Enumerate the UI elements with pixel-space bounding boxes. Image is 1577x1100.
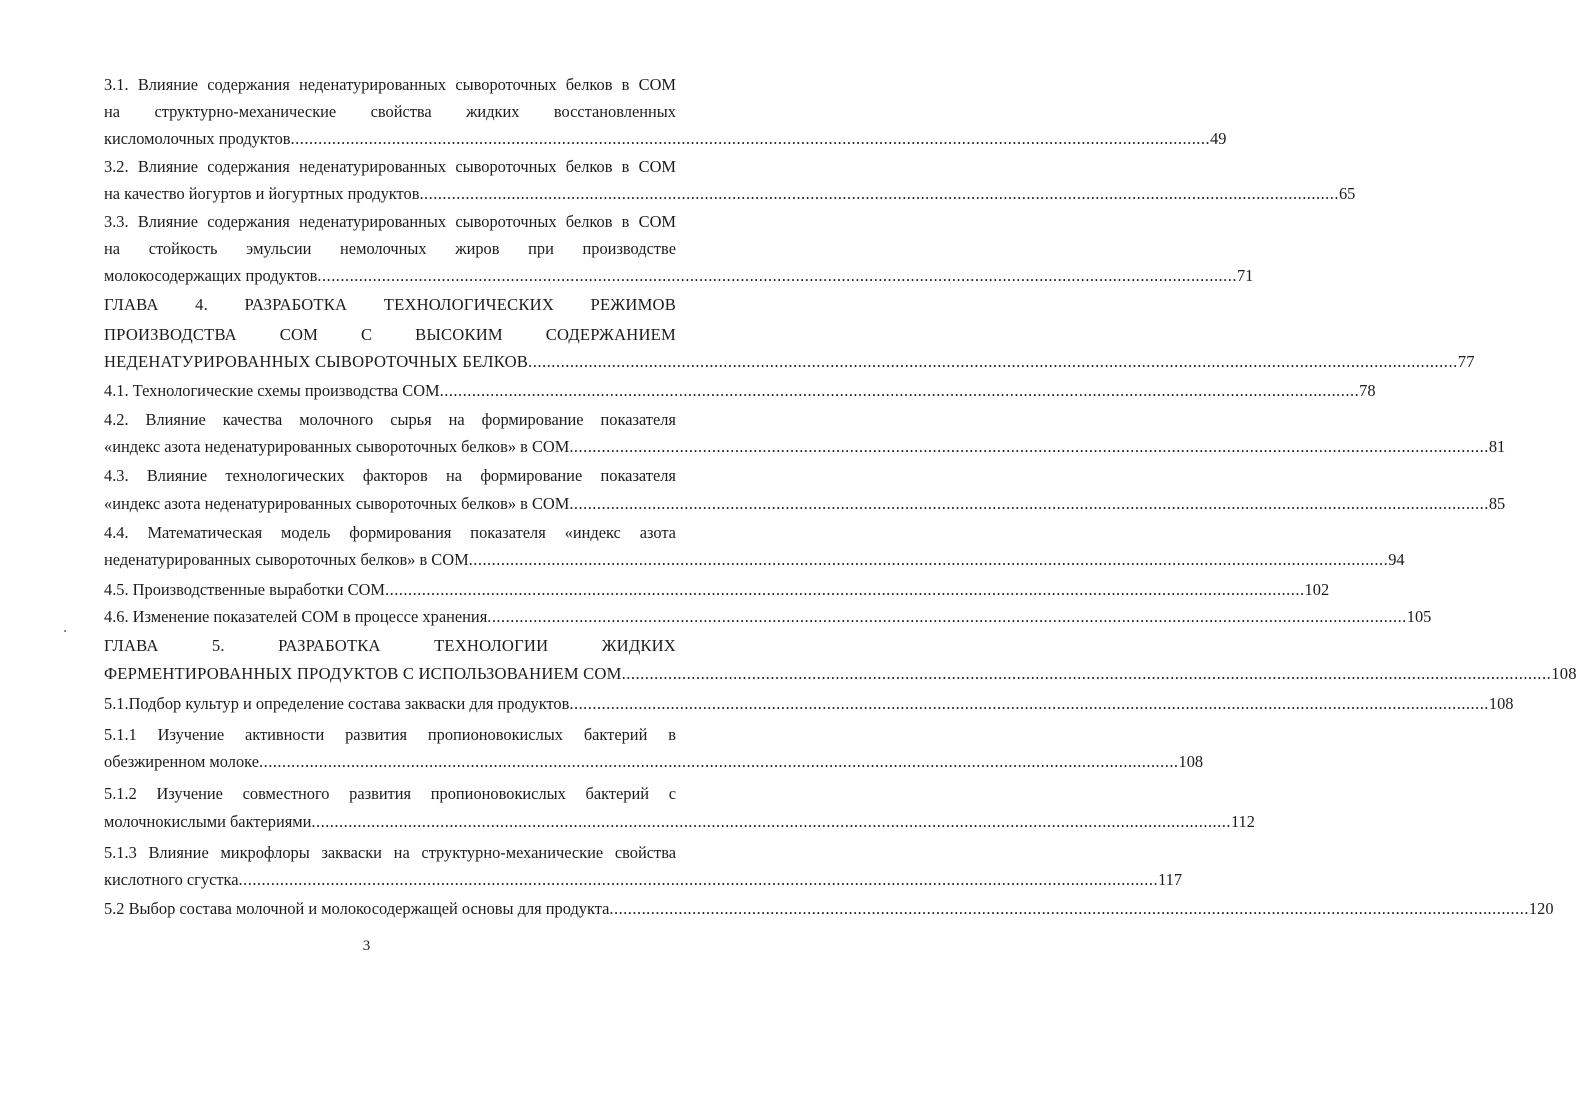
- toc-entry-text: 5.2 Выбор состава молочной и молокосодержащей основы для продукта: [104, 899, 610, 918]
- toc-entry-text: 5.1.Подбор культур и определение состава закваски для продуктов: [104, 694, 570, 713]
- toc-word: при: [528, 239, 554, 258]
- toc-word: 3.3.: [104, 212, 129, 231]
- dot-leader: ........................................................................................................................................................................................................: [609, 899, 1529, 918]
- toc-line: [104, 899, 1554, 919]
- toc-word: в: [621, 75, 630, 94]
- toc-word: СОМ: [279, 325, 319, 344]
- toc-word: азота: [639, 523, 676, 542]
- toc-entry-text: ФЕРМЕНТИРОВАННЫХ ПРОДУКТОВ С ИСПОЛЬЗОВАНИЕМ СОМ: [104, 664, 622, 683]
- toc-page-number: 81: [1488, 437, 1506, 456]
- toc-entry-text: «индекс азота неденатурированных сывороточных белков» в СОМ: [104, 494, 570, 513]
- toc-page-number: 78: [1359, 381, 1376, 400]
- toc-entry-text: «индекс азота неденатурированных сывороточных белков» в СОМ: [104, 437, 570, 456]
- toc-word: в: [668, 725, 676, 744]
- dot-leader: ........................................................................................................................................................................................................: [311, 812, 1231, 831]
- toc-word: стойкость: [148, 239, 218, 258]
- toc-page-number: 77: [1457, 352, 1475, 371]
- toc-word: модель: [280, 523, 331, 542]
- toc-word: «индекс: [564, 523, 621, 542]
- toc-word: развития: [345, 725, 408, 744]
- toc-word: в: [621, 212, 630, 231]
- toc-word: 5.: [211, 636, 225, 655]
- dot-leader: ........................................................................................................................................................................................................: [569, 694, 1489, 713]
- toc-line: [104, 129, 1227, 149]
- toc-word: производстве: [582, 239, 676, 258]
- toc-word: формирование: [481, 410, 584, 429]
- toc-line: [104, 184, 1356, 204]
- toc-entry-text: НЕДЕНАТУРИРОВАННЫХ СЫВОРОТОЧНЫХ БЕЛКОВ: [104, 352, 529, 371]
- toc-word: эмульсии: [246, 239, 312, 258]
- toc-page-number: 105: [1406, 607, 1432, 626]
- toc-word: молочного: [299, 410, 374, 429]
- toc-word: неденатурированных: [299, 212, 447, 231]
- toc-word: ТЕХНОЛОГИИ: [434, 636, 549, 655]
- toc-word: структурно-механические: [421, 843, 604, 862]
- toc-page-number: 49: [1210, 129, 1227, 148]
- toc-page-number: 65: [1338, 184, 1356, 203]
- toc-word: сывороточных: [455, 157, 557, 176]
- toc-word: на: [446, 466, 463, 485]
- toc-word: 3.1.: [104, 75, 129, 94]
- toc-word: на: [104, 102, 121, 121]
- toc-line: [104, 212, 676, 232]
- dot-leader: ........................................................................................................................................................................................................: [419, 184, 1339, 203]
- toc-word: 4.3.: [104, 466, 129, 485]
- toc-page-number: 108: [1551, 664, 1577, 683]
- toc-line: [104, 295, 676, 315]
- toc-word: 3.2.: [104, 157, 129, 176]
- toc-word: белков: [565, 212, 613, 231]
- toc-line: [104, 410, 676, 430]
- toc-word: Математическая: [147, 523, 263, 542]
- toc-entry-text: 4.5. Производственные выработки СОМ: [104, 580, 386, 599]
- toc-word: факторов: [362, 466, 428, 485]
- toc-page-number: 94: [1388, 550, 1405, 569]
- dot-leader: ........................................................................................................................................................................................................: [487, 607, 1407, 626]
- dot-leader: ........................................................................................................................................................................................................: [259, 752, 1179, 771]
- toc-word: пропионовокислых: [427, 725, 563, 744]
- toc-page-number: 108: [1488, 694, 1514, 713]
- dot-leader: ........................................................................................................................................................................................................: [621, 664, 1552, 683]
- toc-line: [104, 580, 1330, 600]
- toc-word: СОМ: [638, 212, 676, 231]
- toc-word: Влияние: [146, 466, 208, 485]
- toc-word: свойства: [370, 102, 432, 121]
- toc-word: РАЗРАБОТКА: [278, 636, 381, 655]
- toc-word: пропионовокислых: [430, 784, 566, 803]
- toc-line: [104, 752, 1204, 772]
- toc-word: Влияние: [137, 75, 199, 94]
- toc-word: содержания: [207, 157, 290, 176]
- toc-page-number: 112: [1230, 812, 1255, 831]
- toc-entry-text: молокосодержащих продуктов: [104, 266, 318, 285]
- toc-entry-text: молочнокислыми бактериями: [104, 812, 312, 831]
- toc-word: РАЗРАБОТКА: [244, 295, 348, 314]
- toc-word: формирование: [480, 466, 583, 485]
- toc-word: свойства: [614, 843, 676, 862]
- toc-line: [104, 381, 1376, 401]
- toc-word: показателя: [600, 466, 676, 485]
- toc-word: бактерий: [583, 725, 648, 744]
- toc-word: сывороточных: [455, 212, 557, 231]
- toc-line: [104, 437, 1506, 457]
- toc-line: [104, 102, 676, 122]
- toc-word: с: [668, 784, 676, 803]
- toc-line: [104, 694, 1514, 714]
- toc-line: [104, 664, 1577, 684]
- dot-leader: ........................................................................................................................................................................................................: [569, 437, 1489, 456]
- toc-word: на: [393, 843, 410, 862]
- toc-word: содержания: [207, 212, 290, 231]
- toc-word: ТЕХНОЛОГИЧЕСКИХ: [383, 295, 554, 314]
- scan-speck: [64, 630, 66, 632]
- toc-line: [104, 725, 676, 745]
- toc-word: активности: [244, 725, 325, 744]
- toc-page-number: 117: [1158, 870, 1183, 889]
- toc-page-number: 71: [1236, 266, 1254, 285]
- toc-word: ГЛАВА: [104, 636, 159, 655]
- dot-leader: ........................................................................................................................................................................................................: [238, 870, 1159, 889]
- toc-word: на: [104, 239, 121, 258]
- toc-word: СОМ: [638, 157, 676, 176]
- toc-line: [104, 812, 1255, 832]
- toc-word: ВЫСОКИМ: [415, 325, 503, 344]
- toc-word: Изучение: [156, 784, 223, 803]
- toc-word: 5.1.1: [104, 725, 137, 744]
- dot-leader: ........................................................................................................................................................................................................: [317, 266, 1237, 285]
- toc-word: развития: [349, 784, 412, 803]
- dot-leader: ........................................................................................................................................................................................................: [528, 352, 1458, 371]
- toc-line: [104, 607, 1432, 627]
- toc-word: показателя: [470, 523, 546, 542]
- toc-word: бактерий: [585, 784, 650, 803]
- toc-line: [104, 352, 1475, 372]
- toc-page-number: 85: [1488, 494, 1506, 513]
- toc-word: неденатурированных: [299, 75, 447, 94]
- toc-word: формирования: [349, 523, 452, 542]
- toc-word: качества: [222, 410, 283, 429]
- toc-word: белков: [565, 75, 613, 94]
- toc-word: неденатурированных: [299, 157, 447, 176]
- toc-line: [104, 843, 676, 863]
- toc-line: [104, 325, 676, 345]
- dot-leader: ........................................................................................................................................................................................................: [439, 381, 1360, 400]
- toc-word: содержания: [207, 75, 290, 94]
- toc-word: структурно-механические: [154, 102, 337, 121]
- toc-word: на: [448, 410, 465, 429]
- toc-word: ПРОИЗВОДСТВА: [104, 325, 237, 344]
- toc-word: Влияние: [137, 212, 199, 231]
- toc-word: РЕЖИМОВ: [590, 295, 676, 314]
- dot-leader: ........................................................................................................................................................................................................: [569, 494, 1489, 513]
- toc-line: [104, 784, 676, 804]
- toc-word: белков: [565, 157, 613, 176]
- toc-page-number: 108: [1178, 752, 1204, 771]
- toc-word: сырья: [390, 410, 432, 429]
- toc-word: технологических: [225, 466, 345, 485]
- toc-line: [104, 523, 676, 543]
- toc-entry-text: кислотного сгустка: [104, 870, 239, 889]
- toc-word: немолочных: [340, 239, 427, 258]
- toc-word: 5.1.2: [104, 784, 137, 803]
- toc-word: Влияние: [137, 157, 199, 176]
- toc-word: СОДЕРЖАНИЕМ: [545, 325, 676, 344]
- toc-word: закваски: [321, 843, 382, 862]
- toc-word: Изучение: [157, 725, 225, 744]
- toc-line: [104, 239, 676, 259]
- toc-line: [104, 157, 676, 177]
- toc-word: 4.2.: [104, 410, 129, 429]
- toc-line: [104, 636, 676, 656]
- toc-word: микрофлоры: [220, 843, 310, 862]
- toc-word: Влияние: [145, 410, 206, 429]
- toc-entry-text: кисломолочных продуктов: [104, 129, 291, 148]
- toc-line: [104, 466, 676, 486]
- toc-word: в: [621, 157, 630, 176]
- toc-page-number: 120: [1528, 899, 1554, 918]
- toc-word: 5.1.3: [104, 843, 137, 862]
- toc-word: 4.: [195, 295, 208, 314]
- toc-word: ГЛАВА: [104, 295, 159, 314]
- toc-entry-text: обезжиренном молоке: [104, 752, 259, 771]
- toc-word: С: [360, 325, 373, 344]
- toc-entry-text: 4.1. Технологические схемы производства СОМ: [104, 381, 440, 400]
- toc-word: жидких: [466, 102, 520, 121]
- toc-entry-text: на качество йогуртов и йогуртных продуктов: [104, 184, 420, 203]
- toc-line: [104, 550, 1405, 570]
- dot-leader: ........................................................................................................................................................................................................: [385, 580, 1305, 599]
- dot-leader: ........................................................................................................................................................................................................: [290, 129, 1211, 148]
- toc-word: совместного: [242, 784, 330, 803]
- page-number: 3: [362, 938, 371, 954]
- toc-line: [104, 870, 1183, 890]
- toc-word: сывороточных: [455, 75, 557, 94]
- toc-entry-text: неденатурированных сывороточных белков» в СОМ: [104, 550, 469, 569]
- toc-entry-text: 4.6. Изменение показателей СОМ в процессе хранения: [104, 607, 488, 626]
- toc-line: [104, 266, 1254, 286]
- toc-word: Влияние: [148, 843, 209, 862]
- toc-word: ЖИДКИХ: [601, 636, 676, 655]
- toc-word: СОМ: [638, 75, 676, 94]
- toc-word: 4.4.: [104, 523, 129, 542]
- toc-word: жиров: [455, 239, 500, 258]
- toc-line: [104, 494, 1506, 514]
- toc-page-number: 102: [1304, 580, 1330, 599]
- toc-word: восстановленных: [553, 102, 676, 121]
- toc-line: [104, 75, 676, 95]
- toc-word: показателя: [600, 410, 676, 429]
- dot-leader: ........................................................................................................................................................................................................: [468, 550, 1389, 569]
